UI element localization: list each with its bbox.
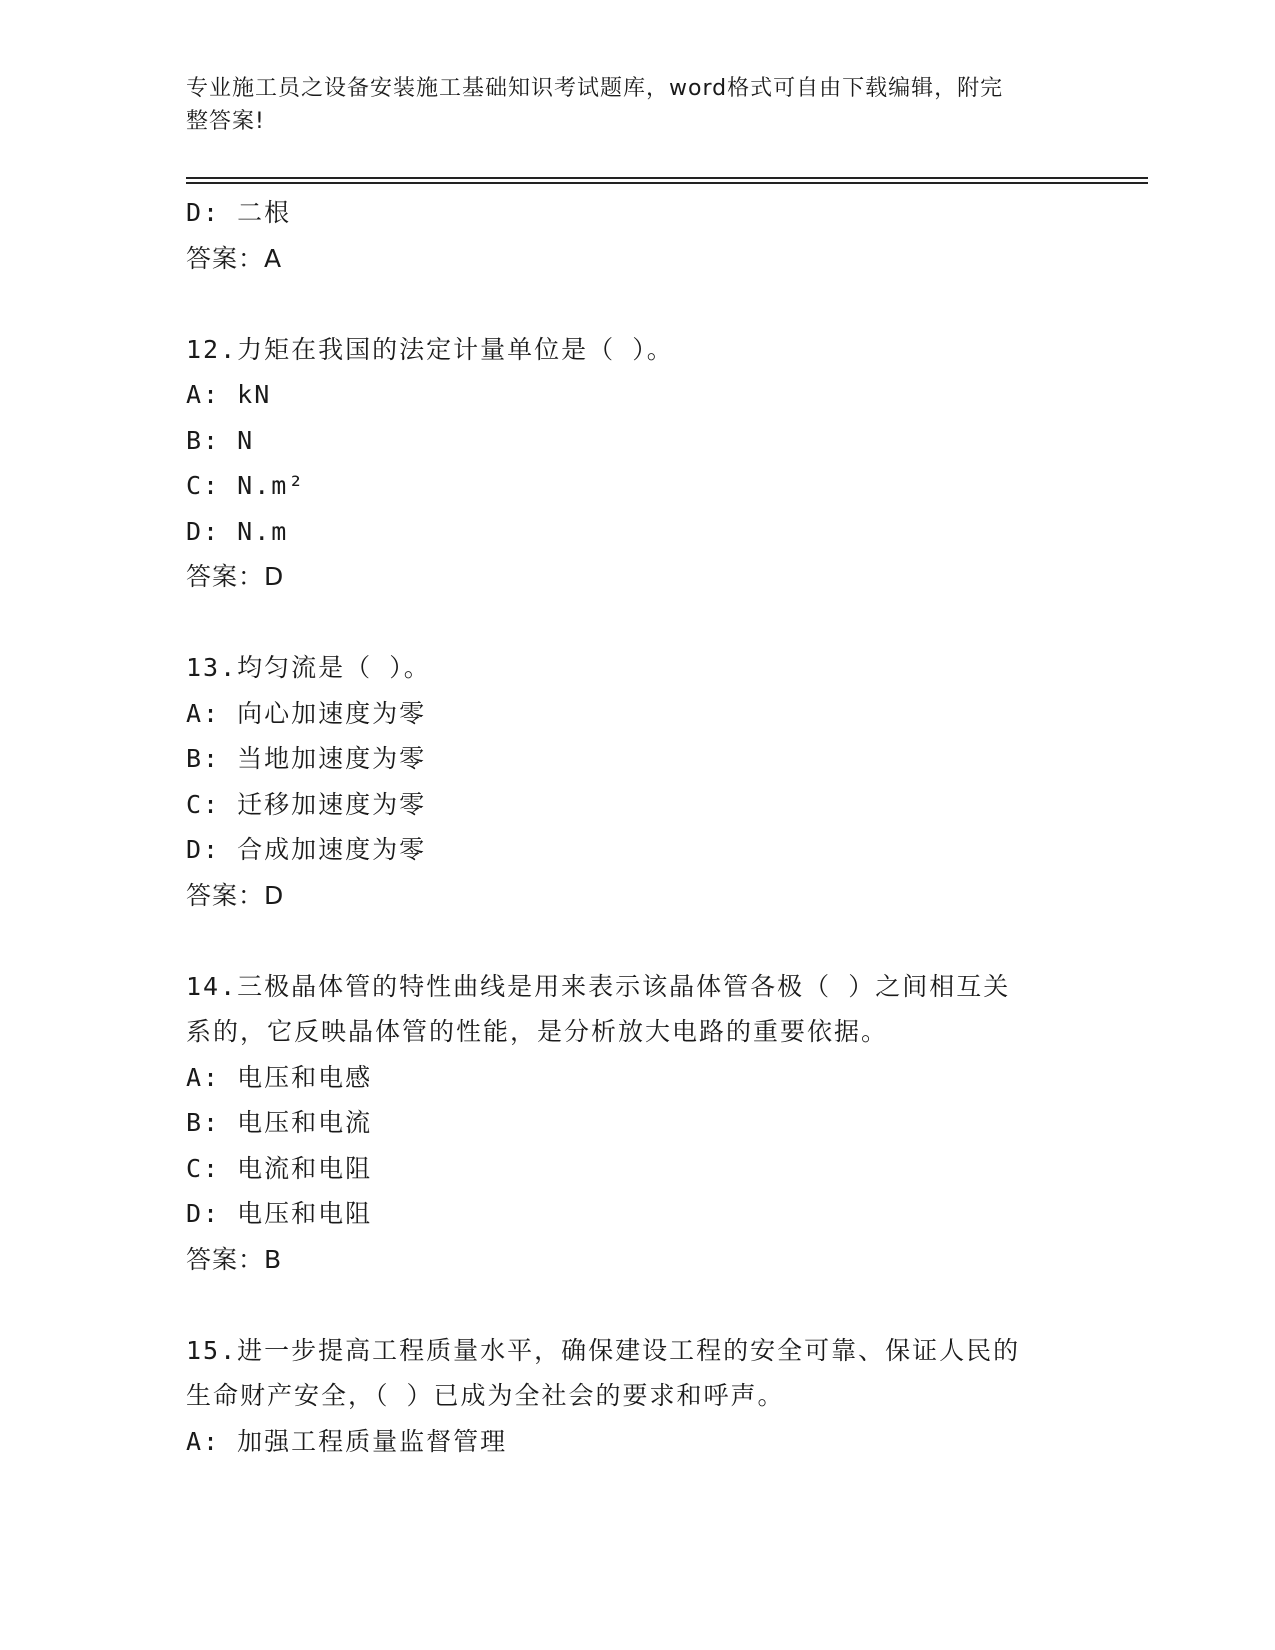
option-c: C: N.m²	[186, 471, 306, 500]
option-a: A: 电压和电感	[186, 1062, 373, 1092]
option-a: A: 加强工程质量监督管理	[186, 1426, 508, 1456]
answer: 答案：D	[186, 880, 285, 910]
option-c: C: 电流和电阻	[186, 1153, 373, 1183]
question-stem: 12.力矩在我国的法定计量单位是（ ）。	[186, 334, 674, 364]
header-line-1: 专业施工员之设备安装施工基础知识考试题库，word格式可自由下载编辑，附完	[186, 76, 1004, 101]
question-stem-line-1: 14.三极晶体管的特性曲线是用来表示该晶体管各极（ ）之间相互关	[186, 971, 1011, 1001]
option-b: B: 当地加速度为零	[186, 744, 427, 773]
answer: 答案：A	[186, 243, 283, 273]
question-list	[186, 190, 1086, 1464]
question-15	[186, 1328, 1086, 1465]
option-d: D: 合成加速度为零	[186, 835, 427, 864]
question-stem-line-1: 15.进一步提高工程质量水平，确保建设工程的安全可靠、保证人民的	[186, 1335, 1021, 1365]
question-stem: 13.均匀流是（ ）。	[186, 653, 431, 682]
option-a: A: kN	[186, 380, 272, 409]
question-12	[186, 327, 1086, 600]
question-11	[186, 190, 1086, 281]
answer: 答案：D	[186, 562, 285, 591]
option-b: B: 电压和电流	[186, 1108, 373, 1137]
document-header	[186, 72, 1066, 138]
question-14	[186, 964, 1086, 1283]
question-stem-line-2: 生命财产安全，（ ）已成为全社会的要求和呼声。	[186, 1381, 785, 1410]
option-d: D: N.m	[186, 516, 289, 546]
answer: 答案：B	[186, 1244, 283, 1274]
option-b: B: N	[186, 425, 255, 455]
option-a: A: 向心加速度为零	[186, 698, 427, 728]
question-stem-line-2: 系的，它反映晶体管的性能，是分析放大电路的重要依据。	[186, 1017, 889, 1046]
option-c: C: 迁移加速度为零	[186, 789, 427, 819]
header-divider-bottom	[186, 182, 1148, 184]
option-d: D: 二根	[186, 198, 292, 227]
header-divider-top	[186, 177, 1148, 179]
question-13	[186, 645, 1086, 918]
option-d: D: 电压和电阻	[186, 1199, 373, 1228]
header-line-2: 整答案!	[186, 109, 265, 134]
